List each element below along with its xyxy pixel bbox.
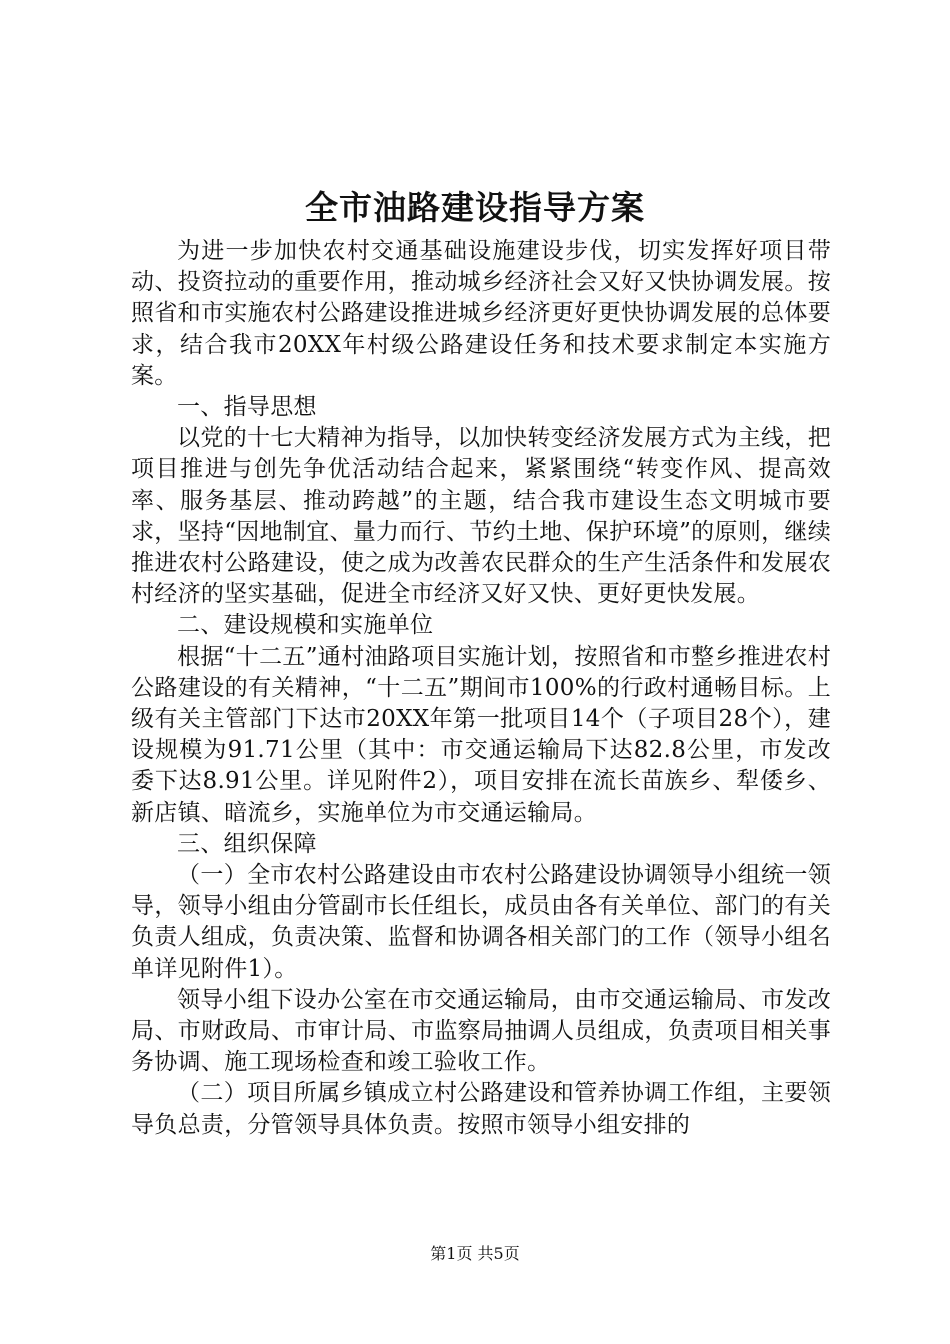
- paragraph-organization-1: （一）全市农村公路建设由市农村公路建设协调领导小组统一领导，领导小组由分管副市长任组长，成员由各有关单位、部门的有关负责人组成，负责决策、监督和协调各相关部门的工作（领导小组名单详见附件1）。: [131, 862, 831, 982]
- section-heading-organization: 三、组织保障: [177, 830, 317, 857]
- document-body: [131, 236, 831, 1141]
- paragraph-scale-and-units: 根据“十二五”通村油路项目实施计划，按照省和市整乡推进农村公路建设的有关精神，“十二五”期间市100%的行政村通畅目标。上级有关主管部门下达市20XX年第一批项目14个（子项目28个），建设规模为91.71公里（其中：市交通运输局下达82.8公里，市发改委下达8.91公里。详见附件2），项目安排在流长苗族乡、犁倭乡、新店镇、暗流乡，实施单位为市交通运输局。: [131, 643, 831, 826]
- paragraph-organization-office: 领导小组下设办公室在市交通运输局，由市交通运输局、市发改局、市财政局、市审计局、市监察局抽调人员组成，负责项目相关事务协调、施工现场检查和竣工验收工作。: [131, 986, 831, 1076]
- paragraph-intro: 为进一步加快农村交通基础设施建设步伐，切实发挥好项目带动、投资拉动的重要作用，推动城乡经济社会又好又快协调发展。按照省和市实施农村公路建设推进城乡经济更好更快协调发展的总体要求，结合我市20XX年村级公路建设任务和技术要求制定本实施方案。: [131, 238, 831, 389]
- paragraph-guiding-thought: 以党的十七大精神为指导，以加快转变经济发展方式为主线，把项目推进与创先争优活动结合起来，紧紧围绕“转变作风、提高效率、服务基层、推动跨越”的主题，结合我市建设生态文明城市要求，坚持“因地制宜、量力而行、节约土地、保护环境”的原则，继续推进农村公路建设，使之成为改善农民群众的生产生活条件和发展农村经济的坚实基础，促进全市经济又好又快、更好更快发展。: [131, 425, 831, 608]
- page-footer: 第1页 共5页: [430, 1244, 520, 1263]
- paragraph-organization-2: （二）项目所属乡镇成立村公路建设和管养协调工作组，主要领导负总责，分管领导具体负责。按照市领导小组安排的: [131, 1080, 831, 1138]
- section-heading-scale-and-units: 二、建设规模和实施单位: [177, 612, 434, 639]
- section-heading-guiding-thought: 一、指导思想: [177, 394, 317, 421]
- document-title: 全市油路建设指导方案: [305, 188, 645, 227]
